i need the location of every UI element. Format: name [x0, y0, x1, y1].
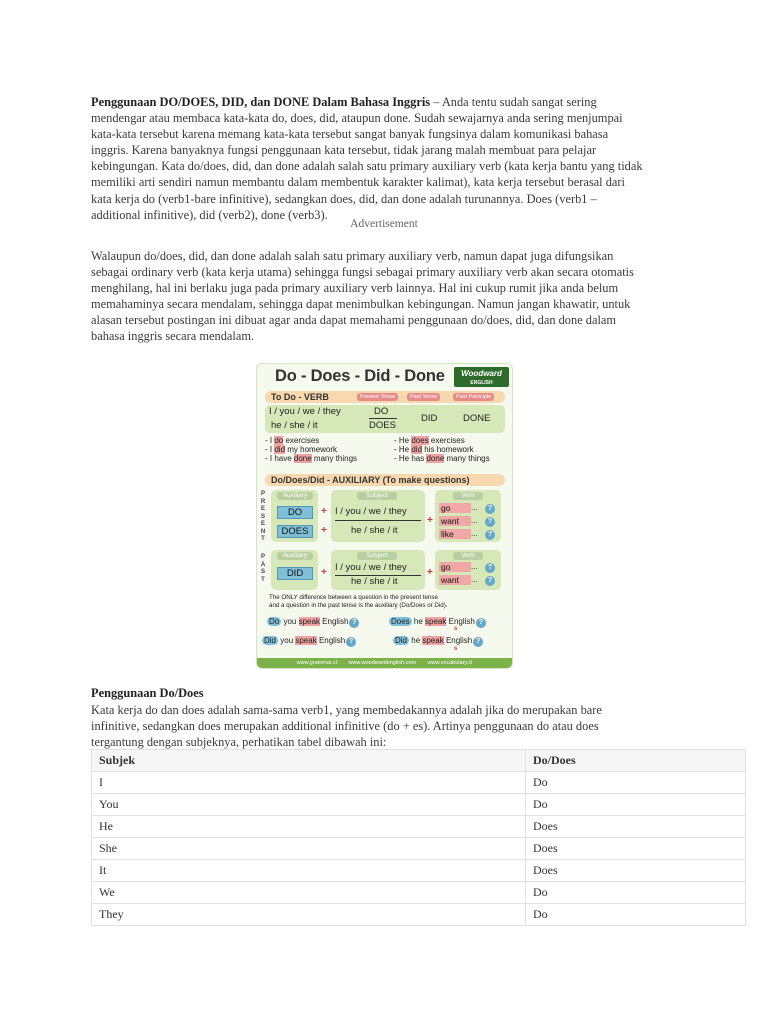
- example-item: - He did his homework: [394, 445, 474, 454]
- label-subject: Subject: [357, 492, 397, 500]
- note-line-1: The ONLY difference between a question in the present tense: [269, 594, 438, 601]
- plus-sign: +: [427, 567, 433, 578]
- cell-form: Does: [526, 816, 746, 838]
- form-did: DID: [421, 413, 438, 424]
- cell-subject: You: [92, 794, 526, 816]
- ellipsis: ...: [471, 562, 478, 571]
- section-heading: Penggunaan Do/Does: [91, 686, 204, 700]
- para2-line: bahasa inggris secara mendalam.: [91, 329, 255, 344]
- intro-dash: –: [430, 95, 442, 109]
- verb-want: want: [439, 516, 471, 526]
- para2-line: alasan tersebut postingan ini dibuat agar anda dapat memahami penggunaan do/does, did, dan done dalam: [91, 313, 617, 328]
- verb-go: go: [439, 562, 471, 572]
- aux-do: DO: [277, 506, 313, 519]
- intro-line-5: kebingungan. Kata do/does, did, dan done adalah salah satu primary auxiliary verb (kata kerja bantu yang tidak: [91, 159, 643, 174]
- todo-verb-label: To Do - VERB: [271, 392, 329, 402]
- aux-does: DOES: [277, 525, 313, 538]
- subject-plural: I / you / we / they: [335, 562, 407, 573]
- label-subject: Subject: [357, 552, 397, 560]
- para2-line: sebagai ordinary verb (kata kerja utama) sehingga fungsi sebagai primary auxiliary verb akan secara otomatis: [91, 265, 634, 280]
- label-auxiliary: Auxiliary: [277, 552, 313, 560]
- form-does: DOES: [369, 420, 396, 431]
- plus-sign: +: [321, 506, 327, 517]
- present-vertical-label: P R E S E N T: [260, 491, 266, 542]
- header-subjek: Subjek: [92, 750, 526, 772]
- cell-subject: It: [92, 860, 526, 882]
- table-row: [92, 794, 746, 816]
- table-header-row: [92, 750, 746, 772]
- strikethrough-s-mark: s: [454, 646, 458, 652]
- section-line: infinitive, sedangkan does merupakan additional infinitive (do + es). Artinya penggunaan do atau does: [91, 719, 599, 734]
- cell-form: Do: [526, 882, 746, 904]
- example-question: Do you speak English ?: [267, 617, 359, 628]
- example-item: - He does exercises: [394, 436, 465, 445]
- table-row: [92, 816, 746, 838]
- question-mark-icon: ?: [485, 530, 495, 540]
- form-done: DONE: [463, 413, 491, 424]
- cell-subject: He: [92, 816, 526, 838]
- divider: [335, 520, 421, 521]
- table-row: [92, 904, 746, 926]
- cell-form: Do: [526, 904, 746, 926]
- table-row: [92, 772, 746, 794]
- verb-like: like: [439, 529, 471, 539]
- verb-go: go: [439, 503, 471, 513]
- example-list-left: [265, 436, 357, 463]
- subject-do-does-table: [91, 749, 746, 926]
- woodward-logo: [454, 367, 509, 387]
- example-question: Did you speak English ?: [262, 636, 356, 647]
- strikethrough-s-mark: s: [454, 626, 458, 632]
- intro-title: Penggunaan DO/DOES, DID, dan DONE Dalam Bahasa Inggris: [91, 95, 431, 109]
- verb-want: want: [439, 575, 471, 585]
- subject-singular: he / she / it: [271, 420, 318, 431]
- cell-form: Do: [526, 772, 746, 794]
- cell-form: Does: [526, 838, 746, 860]
- plus-sign: +: [427, 515, 433, 526]
- tag-past-participle: Past Participle: [453, 393, 494, 401]
- tag-past-tense: Past Tense: [407, 393, 440, 401]
- subject-singular: he / she / it: [351, 576, 398, 587]
- question-mark-icon: ?: [485, 576, 495, 586]
- example-list-right: [394, 436, 490, 463]
- question-mark-icon: ?: [485, 517, 495, 527]
- intro-line-2: mendengar atau membaca kata-kata do, does, did, ataupun done. Sudah sewajarnya anda sering menjumpai: [91, 111, 623, 126]
- auxiliary-bar: [265, 474, 505, 486]
- example-item: - I have done many things: [265, 454, 358, 463]
- subject-plural: I / you / we / they: [269, 406, 341, 417]
- intro-line-4: inggris. Karena banyaknya fungsi penggunaan kata tersebut, tidak jarang malah membuat para pelajar: [91, 143, 597, 158]
- subject-singular: he / she / it: [351, 525, 398, 536]
- infographic-title: Do - Does - Did - Done: [275, 367, 445, 385]
- table-row: [92, 860, 746, 882]
- cell-subject: We: [92, 882, 526, 904]
- ellipsis: ...: [471, 575, 478, 584]
- question-mark-icon: ?: [485, 504, 495, 514]
- example-question: Did he speak English ?: [393, 636, 483, 647]
- example-item: - I did my homework: [265, 445, 338, 454]
- table-row: [92, 882, 746, 904]
- section-paragraph: [91, 702, 691, 750]
- example-question: Does he speak English ?: [389, 617, 486, 628]
- question-mark-icon: ?: [485, 563, 495, 573]
- cell-subject: She: [92, 838, 526, 860]
- plus-sign: +: [321, 567, 327, 578]
- do-does-did-done-infographic: [256, 363, 513, 669]
- infographic-footer: www.grammar.cl www.woodwardenglish.com www.vocabulary.cl: [257, 658, 512, 669]
- section-line: tergantung dengan subjeknya, perhatikan tabel dibawah ini:: [91, 735, 387, 750]
- intro-line-3: kata-kata tersebut karena memang kata-kata tersebut sangat banyak fungsinya dalam komunikasi bahasa: [91, 127, 609, 142]
- table-row: [92, 838, 746, 860]
- cell-form: Does: [526, 860, 746, 882]
- tag-present-tense: Present Tense: [357, 393, 398, 401]
- intro-line-1: Anda tentu sudah sangat sering: [441, 95, 597, 109]
- logo-text: Woodward: [461, 369, 502, 378]
- cell-form: Do: [526, 794, 746, 816]
- subject-plural: I / you / we / they: [335, 506, 407, 517]
- ellipsis: ...: [471, 529, 478, 538]
- second-paragraph: [91, 248, 687, 345]
- note-line-2: and a question in the past tense is the auxiliary (Do/Does or Did).: [269, 602, 448, 609]
- section-line: Kata kerja do dan does adalah sama-sama verb1, yang membedakannya adalah jika do merupakan bare: [91, 703, 602, 717]
- cell-subject: They: [92, 904, 526, 926]
- intro-paragraph: [91, 94, 687, 223]
- intro-line-7: kata kerja do (verb1-bare infinitive), sedangkan does, did, dan done adalah turunannya. Does (verb1 –: [91, 191, 597, 206]
- cell-subject: I: [92, 772, 526, 794]
- logo-subtext: ENGLISH: [470, 380, 493, 386]
- advertisement-label: Advertisement: [350, 218, 418, 230]
- ellipsis: ...: [471, 503, 478, 512]
- label-auxiliary: Auxiliary: [277, 492, 313, 500]
- plus-sign: +: [321, 525, 327, 536]
- difference-note: [269, 594, 448, 610]
- divider: [369, 418, 397, 419]
- ellipsis: ...: [471, 516, 478, 525]
- para2-line: menghilang, hal ini berlaku juga pada primary auxiliary verb lainnya. Hal ini cukup rumit jika anda belum: [91, 281, 619, 296]
- past-vertical-label: P A S T: [260, 554, 266, 583]
- header-do-does: Do/Does: [526, 750, 746, 772]
- intro-line-8: additional infinitive), did (verb2), done (verb3).: [91, 207, 328, 222]
- auxiliary-bar-label: Do/Does/Did - AUXILIARY (To make questions): [271, 475, 470, 485]
- intro-line-6: memiliki arti sendiri namun membantu dalam membentuk karakter kalimat), kata kerja tersebut berasal dari: [91, 175, 625, 190]
- example-item: - I do exercises: [265, 436, 320, 445]
- aux-did: DID: [277, 567, 313, 580]
- label-verb: Verb: [453, 552, 483, 560]
- para2-line: memahaminya secara mendalam, sehingga dapat menimbulkan kebingungan. Namun jangan khawatir, untuk: [91, 297, 631, 312]
- label-verb: Verb: [453, 492, 483, 500]
- para2-line: Walaupun do/does, did, dan done adalah salah satu primary auxiliary verb, namun dapat juga difungsikan: [91, 249, 614, 263]
- form-do: DO: [374, 406, 389, 417]
- example-item: - He has done many things: [394, 454, 490, 463]
